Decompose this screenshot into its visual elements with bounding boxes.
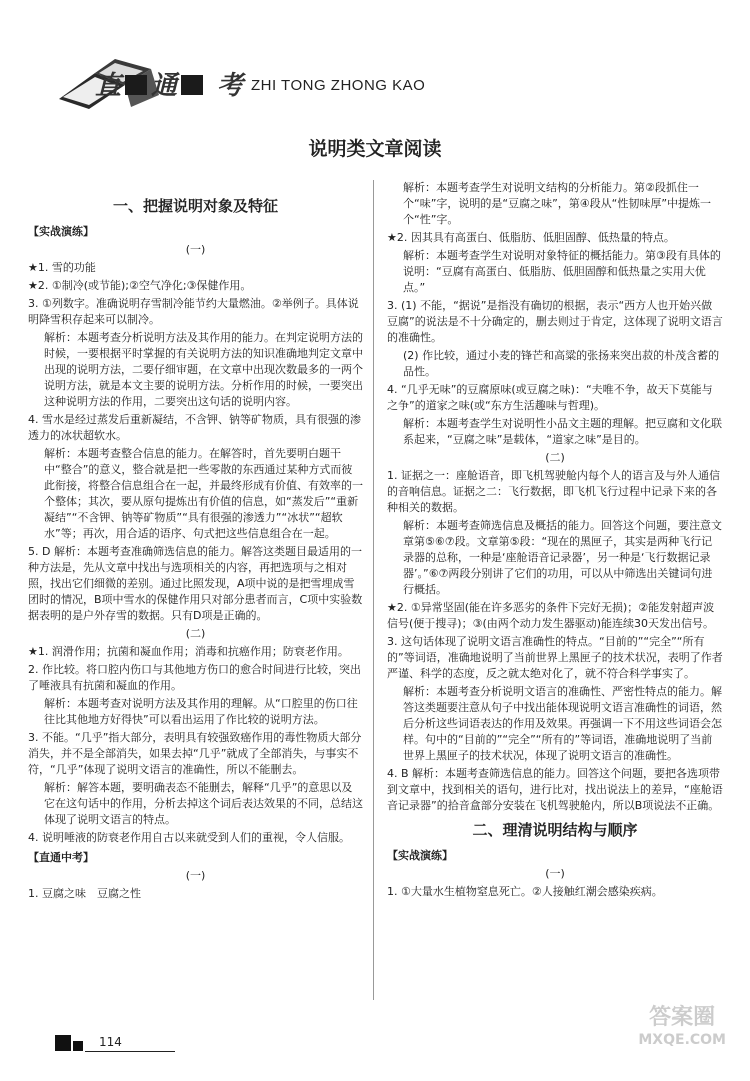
section-heading: 二、理清说明结构与顺序 <box>472 821 638 839</box>
series-header <box>55 55 435 111</box>
answer-paragraph: ★1. 雪的功能 <box>28 261 96 274</box>
answer-paragraph: 4. “几乎无味”的豆腐原味(或豆腐之味)：“夫唯不争，故天下莫能与之争”的道家之味(或“东方生活趣味与哲理)。 <box>387 383 713 412</box>
answer-paragraph: 1. 证据之一：座舱语音，即飞机驾驶舱内每个人的语言及与外人通信的音响信息。证据之二：飞行数据，即飞机飞行过程中记录下来的各种相关的数据。 <box>387 469 720 514</box>
header-char-1: 直 <box>95 71 122 101</box>
answer-paragraph: 解析：本题考查分析说明方法及其作用的能力。在判定说明方法的时候，一要根据平时掌握的有关说明方法的知识准确地判定文章中出现的说明方法，二要仔细审题，在文章中出现次数最多的一两个说明方法，就是本文主要的说明方法。分析作用的时候，一要突出这种说明方法的作用，二要突出这句话的说明内容。 <box>44 331 363 408</box>
subsection-number: (二) <box>545 451 565 464</box>
header-char-4: 考 <box>217 71 244 101</box>
answer-paragraph: 1. ①大量水生植物窒息死亡。②人接触红潮会感染疾病。 <box>387 885 663 898</box>
watermark-url: MXQE.COM <box>638 1032 726 1048</box>
page-number: 114 <box>99 1035 122 1049</box>
answer-paragraph: 4. 雪水是经过蒸发后重新凝结，不含钾、钠等矿物质，具有很强的渗透力的冰状超软水。 <box>28 413 361 442</box>
answer-paragraph: ★1. 润滑作用；抗菌和凝血作用；消毒和抗癌作用；防衰老作用。 <box>28 645 349 658</box>
answer-paragraph: 1. 豆腐之味 豆腐之性 <box>28 887 141 900</box>
answer-paragraph: 解析：本题考查学生对说明文结构的分析能力。第②段抓住一个“味”字，说明的是“豆腐之味”，第④段从“性韧味厚”中提炼一个“性”字。 <box>403 181 712 226</box>
answer-paragraph: 5. D 解析：本题考查准确筛选信息的能力。解答这类题目最适用的一种方法是，先从文章中找出与选项相关的内容，再把选项与之相对照，找出它们细微的差别。通过比照发现，A项中说的是把雪埋成雪团时的情况，B项中雪水的保健作用只对部分患者而言，C项中实验数据表明的是户外存雪的数据。只有D项是正确的。 <box>28 545 363 622</box>
answer-paragraph: 4. B 解析：本题考查筛选信息的能力。回答这个问题，要把各选项带到文章中，找到相关的语句，进行比对，找出说法上的差异，“座舱语音记录器”的拾音盒部分安装在飞机驾驶舱内，所以B项说法不正确。 <box>387 767 723 812</box>
section-heading: 一、把握说明对象及特征 <box>112 197 278 215</box>
answer-paragraph: 4. 说明唾液的防衰老作用自古以来就受到人们的重视，令人信服。 <box>28 831 350 844</box>
answer-paragraph: 解析：本题考查分析说明文语言的准确性、严密性特点的能力。解答这类题要注意从句子中找出能体现说明文语言准确性的词语，然后分析这些词语表达的作用及效果。再强调一下不用这些词语会怎样。句中的“目前的”“完全”“所有的”等词语，准确地说明了当前世界上黑匣子的技术状况，体现了说明文语言的准确性。 <box>403 685 722 762</box>
answer-paragraph: 解析：本题考查学生对说明性小品文主题的理解。把豆腐和文化联系起来，“豆腐之味”是载体，“道家之味”是目的。 <box>403 417 722 446</box>
answer-paragraph: 解析：本题考查对说明方法及其作用的理解。从“口腔里的伤口往往比其他地方好得快”可以看出运用了作比较的说明方法。 <box>44 697 358 726</box>
answer-paragraph: ★2. ①异常坚固(能在许多恶劣的条件下完好无损)；②能发射超声波信号(便于搜寻)；③(由两个动力发生器驱动)能连续30天发出信号。 <box>387 601 715 630</box>
header-pinyin: ZHI TONG ZHONG KAO <box>251 77 426 94</box>
page-title: 说明类文章阅读 <box>308 138 442 160</box>
answer-paragraph: ★2. ①制冷(或节能);②空气净化;③保健作用。 <box>28 279 252 292</box>
footer-square <box>55 1035 71 1051</box>
answer-paragraph: 解析：本题考查筛选信息及概括的能力。回答这个问题，要注意文章第⑤⑥⑦段。文章第⑤段：“现在的黑匣子，其实是两种飞行记录器的总称，一种是‘座舱语音记录器’，另一种是‘飞行数据记录器’。”⑥⑦两段分别讲了它们的功用，可以从中筛选出关键词句进行概括。 <box>403 519 722 596</box>
footer-square <box>73 1041 83 1051</box>
subsection-number: (一) <box>545 867 565 880</box>
section-tag: 【实战演练】 <box>28 225 94 238</box>
page-footer <box>55 1033 175 1053</box>
answer-paragraph: (2) 作比较，通过小麦的锋芒和高粱的张扬来突出菽的朴茂含蓄的品性。 <box>403 349 720 378</box>
subsection-number: (一) <box>185 869 206 882</box>
answer-paragraph: 3. (1) 不能，“据说”是指没有确切的根据，表示“西方人也开始兴做豆腐”的说法是不十分确定的，删去则过于肯定，这体现了说明文语言的准确性。 <box>387 299 723 344</box>
header-block <box>125 75 147 95</box>
right-column <box>387 180 723 902</box>
left-column <box>28 190 363 904</box>
header-char-2: 通 <box>151 71 178 101</box>
answer-paragraph: 3. ①列数字。准确说明存雪制冷能节约大量燃油。②举例子。具体说明降雪积存起来可以制冷。 <box>28 297 359 326</box>
answer-paragraph: 3. 不能。“几乎”指大部分，表明具有较强致癌作用的毒性物质大部分消失，并不是全部消失，如果去掉“几乎”就成了全部消失，与事实不符，“几乎”体现了说明文语言的准确性，所以不能删去。 <box>28 731 362 776</box>
header-block <box>181 75 203 95</box>
section-tag: 【实战演练】 <box>387 849 453 862</box>
answer-paragraph: 解析：本题考查整合信息的能力。在解答时，首先要明白题干中“整合”的意义，整合就是把一些零散的东西通过某种方式而彼此衔接，将整合信息组合在一起，并最终形成有价值、有效率的一个整体；其次，要从原句提炼出有价值的信息，如“蒸发后”“重新凝结”“不含钾、钠等矿物质”“具有很强的渗透力”“冰状”“超软水”等；再次，用合适的语序、句式把这些信息组合在一起。 <box>44 447 363 540</box>
subsection-number: (一) <box>185 243 206 256</box>
subsection-number: (二) <box>185 627 206 640</box>
answer-paragraph: ★2. 因其具有高蛋白、低脂肪、低胆固醇、低热量的特点。 <box>387 231 675 244</box>
answer-paragraph: 2. 作比较。将口腔内伤口与其他地方伤口的愈合时间进行比较，突出了唾液具有抗菌和凝血的作用。 <box>28 663 361 692</box>
watermark <box>638 1007 726 1051</box>
section-tag: 【直通中考】 <box>28 851 94 864</box>
answer-paragraph: 3. 这句话体现了说明文语言准确性的特点。“目前的”“完全”“所有的”等词语，准确地说明了当前世界上黑匣子的技术状况，表明了作者严谨、科学的态度，反之就太绝对化了，就不符合科学事实了。 <box>387 635 723 680</box>
footer-rule <box>85 1051 175 1052</box>
answer-paragraph: 解析：解答本题，要明确表态不能删去，解释“几乎”的意思以及它在这句话中的作用，分析去掉这个词后表达效果的不同，总结这体现了说明文语言的特点。 <box>44 781 363 826</box>
answer-paragraph: 解析：本题考查学生对说明对象特征的概括能力。第③段有具体的说明：“豆腐有高蛋白、低脂肪、低胆固醇和低热量之实用大优点。” <box>403 249 721 294</box>
column-divider <box>373 180 374 1000</box>
watermark-main: 答案圈 <box>649 1005 716 1030</box>
